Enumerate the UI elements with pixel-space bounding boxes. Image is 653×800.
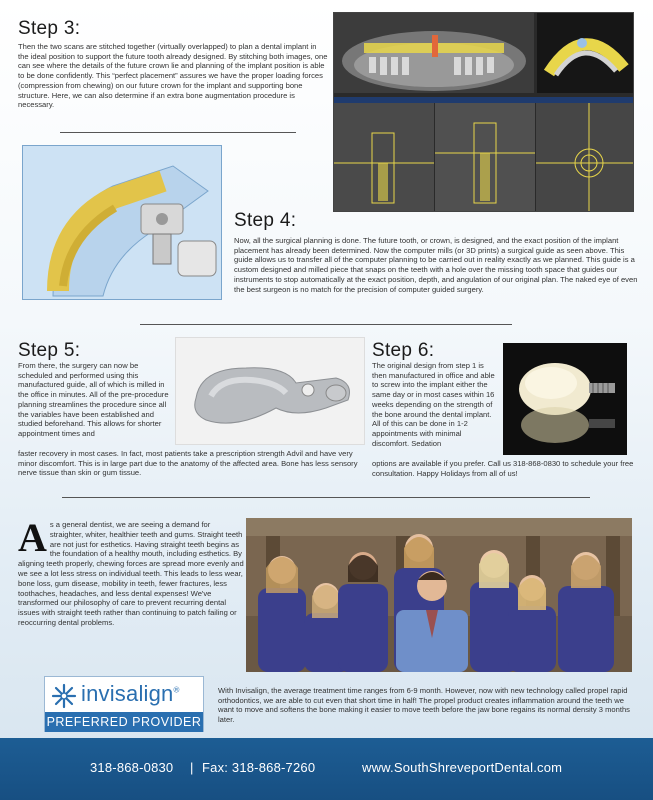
step3-text: Then the two scans are stitched together (virtually overlapped) to plan a dental implant in the ideal position to support the future tooth already designed. By stitching both images, one can see where the details of the future crown lie and planning of the implant position is able to be done confidently. This “perfect placement” assures we have the proper loading forces (compression from chewing) on our future crown for the implant and supporting bone structure. Here, we can also determine if an extra bone augmentation procedure is necessary. — [18, 42, 328, 110]
step6-text-bottom: options are available if you prefer. Call us 318-868-0830 to schedule your free consultation. Happy Holidays from all of us! — [372, 459, 634, 478]
invisalign-brand — [81, 681, 180, 707]
crown-image — [503, 343, 627, 455]
footer-phone[interactable]: 318-868-0830 — [90, 760, 174, 775]
ct-scan-image — [333, 12, 634, 212]
footer-bar — [0, 738, 653, 800]
invisalign-text: With Invisalign, the average treatment time ranges from 6-9 month. However, now with new technology called propel rapid orthodontics, we are able to cut even that short time in half! The propel product creates inflammation around the teeth we want to move and softens the bone making it easier to move teeth before the jaw bone regains its normal density 3 months later. — [218, 686, 630, 725]
step4-text: Now, all the surgical planning is done. The future tooth, or crown, is designed, and the exact position of the implant placement has already been determined. Now the computer mills (or 3D prints) a surgical guide as seen above. This guide allows us to transfer all of the computer planning to be carried out in reality exactly as we planned. This guide is a custom designed and milled piece that snaps on the teeth with a hole over the missing tooth space that guides our instruments to stop automatically at the exact position, depth, and angulation of our original plan. The naked eye of even the best surgeon is no match for the precision of computer guided surgery. — [234, 236, 638, 294]
step6-text-top: The original design from step 1 is then manufactured in office and able to screw into the implant either the same day or in most cases within 16 weeks depending on the strength of the bone around the dental implant. All of this can be done in 1-2 appointments with minimal discomfort. Sedation — [372, 361, 495, 448]
step5-title: Step 5: — [18, 340, 81, 361]
step5-text-bottom: faster recovery in most cases. In fact, most patients take a prescription strength Advil and have very minor discomfort. This is in large part due to the anatomy of the affected area. Bone has less sensory nerve tissue than skin or gum tissue. — [18, 449, 358, 478]
footer-fax: Fax: 318-868-7260 — [202, 760, 316, 775]
crown-graphic — [503, 343, 627, 455]
ortho-text — [18, 515, 244, 628]
surgical-guide-render — [22, 145, 222, 300]
divider — [140, 324, 512, 325]
printed-guide-graphic — [176, 338, 366, 446]
footer-separator: | — [190, 760, 194, 775]
step3-title: Step 3: — [18, 18, 81, 39]
preferred-provider-banner: PREFERRED PROVIDER — [45, 712, 203, 732]
invisalign-logo-icon — [51, 683, 77, 709]
dropcap-letter: A — [18, 515, 47, 560]
registered-mark: ® — [173, 685, 180, 695]
invisalign-badge — [44, 676, 204, 732]
step5-text-top: From there, the surgery can now be scheduled and performed using this manufactured guide, all of which is milled in the office in minutes. All of the pre-procedure planning streamlines the procedure since all the variables have been established and studied beforehand. This allows for shorter appointment times and — [18, 361, 169, 438]
invisalign-brand-text: invisalign — [81, 681, 174, 706]
team-photo-graphic — [246, 518, 632, 672]
printed-guide-image — [175, 337, 365, 445]
divider — [62, 497, 590, 498]
ct-scan-graphic — [334, 13, 634, 212]
footer-website-link[interactable]: www.SouthShreveportDental.com — [362, 760, 563, 775]
ortho-paragraph: s a general dentist, we are seeing a demand for straighter, whiter, healthier teeth and gums. Straight teeth are not just for esthetics. Having straight teeth begins as the foundation of a healthy mouth, including esthetics. By aligning teeth properly, chewing forces are spread more evenly and we see a lot less stress on individual teeth. This leads to less wear, bone loss, gum disease, mobility in teeth, fewer fractures, less toothaches, headaches, and less dental expenses! We've transformed our philosophy of care to prevent recurring dental issues with straight teeth rather than continuing to patch failing or reoccurring dental problems. — [18, 520, 244, 627]
step4-title: Step 4: — [234, 210, 297, 231]
divider — [60, 132, 296, 133]
team-photo — [246, 518, 632, 672]
surgical-guide-graphic — [23, 146, 222, 300]
step6-title: Step 6: — [372, 340, 435, 361]
